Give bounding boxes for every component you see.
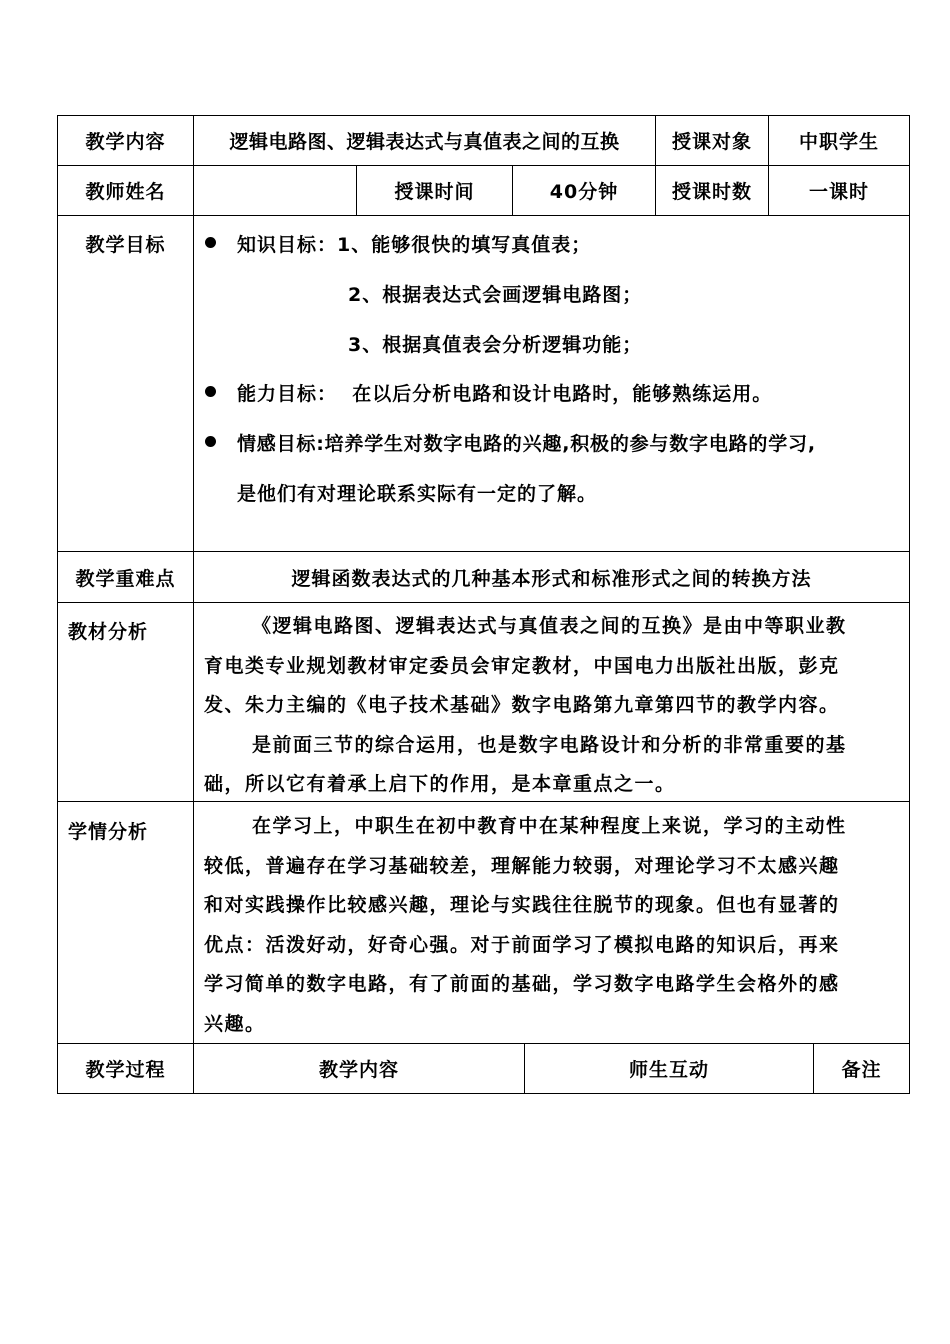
- class-hours-value: 一课时: [808, 181, 869, 203]
- paragraph-line: 优点：活泼好动，好奇心强。对于前面学习了模拟电路的知识后，再来: [204, 933, 840, 956]
- ability-objective: 能力目标： 在以后分析电路和设计电路时，能够熟练运用。: [237, 383, 773, 405]
- paragraph-line: 兴趣。: [204, 1012, 266, 1035]
- paragraph-line: 在学习上，中职生在初中教育中在某种程度上来说，学习的主动性: [252, 815, 847, 837]
- bullet-icon: [205, 386, 216, 397]
- knowledge-objective-3: 3、根据真值表会分析逻辑功能；: [348, 334, 643, 356]
- paragraph-line: 育电类专业规划教材审定委员会审定教材，中国电力出版社出版，彭克: [204, 654, 840, 677]
- textbook-analysis-text: [204, 607, 901, 805]
- knowledge-objective-1: 知识目标：1、能够很快的填写真值表；: [237, 234, 592, 256]
- label-teacher-name: 教师姓名: [85, 181, 166, 203]
- label-objectives: 教学目标: [85, 234, 166, 256]
- label-audience: 授课对象: [671, 131, 752, 153]
- paragraph-line: 较低，普遍存在学习基础较差，理解能力较弱，对理论学习不太感兴趣: [204, 854, 840, 877]
- emotion-objective-line-1: 情感目标:培养学生对数字电路的兴趣,积极的参与数字电路的学习,: [237, 433, 816, 455]
- process-col-content: 教学内容: [318, 1059, 399, 1081]
- process-col-notes: 备注: [841, 1059, 882, 1081]
- table-border: [57, 115, 58, 1094]
- bullet-icon: [205, 436, 216, 447]
- table-border: [57, 215, 910, 216]
- audience-value: 中职学生: [798, 131, 879, 153]
- table-border: [193, 115, 194, 1094]
- key-points-value: 逻辑函数表达式的几种基本形式和标准形式之间的转换方法: [291, 567, 812, 590]
- label-class-time: 授课时间: [394, 181, 475, 203]
- emotion-objective-line-2: 是他们有对理论联系实际有一定的了解。: [237, 483, 598, 505]
- teaching-content-value: 逻辑电路图、逻辑表达式与真值表之间的互换: [229, 131, 620, 153]
- label-teaching-process: 教学过程: [85, 1059, 166, 1081]
- paragraph-line: 学习简单的数字电路，有了前面的基础，学习数字电路学生会格外的感: [204, 973, 840, 996]
- label-student-analysis: 学情分析: [68, 821, 149, 843]
- class-time-value: 40分钟: [549, 181, 619, 203]
- table-border: [57, 602, 910, 603]
- table-border: [909, 115, 910, 1094]
- teacher-name-value: [194, 166, 356, 215]
- label-class-hours: 授课时数: [671, 181, 752, 203]
- label-teaching-content: 教学内容: [85, 131, 166, 153]
- bullet-icon: [205, 237, 216, 248]
- paragraph-line: 发、朱力主编的《电子技术基础》数字电路第九章第四节的教学内容。: [204, 694, 840, 717]
- paragraph-line: 《逻辑电路图、逻辑表达式与真值表之间的互换》是由中等职业教: [252, 615, 847, 637]
- student-analysis-text: [204, 807, 901, 1045]
- table-border: [57, 1093, 910, 1094]
- paragraph-line: 础，所以它有着承上启下的作用，是本章重点之一。: [204, 773, 676, 796]
- paragraph-line: 是前面三节的综合运用，也是数字电路设计和分析的非常重要的基: [252, 733, 847, 756]
- paragraph-line: 和对实践操作比较感兴趣，理论与实践往往脱节的现象。但也有显著的: [204, 894, 840, 917]
- label-key-points: 教学重难点: [75, 567, 176, 590]
- label-textbook-analysis: 教材分析: [68, 621, 149, 643]
- process-col-interaction: 师生互动: [628, 1059, 709, 1081]
- knowledge-objective-2: 2、根据表达式会画逻辑电路图；: [348, 284, 643, 306]
